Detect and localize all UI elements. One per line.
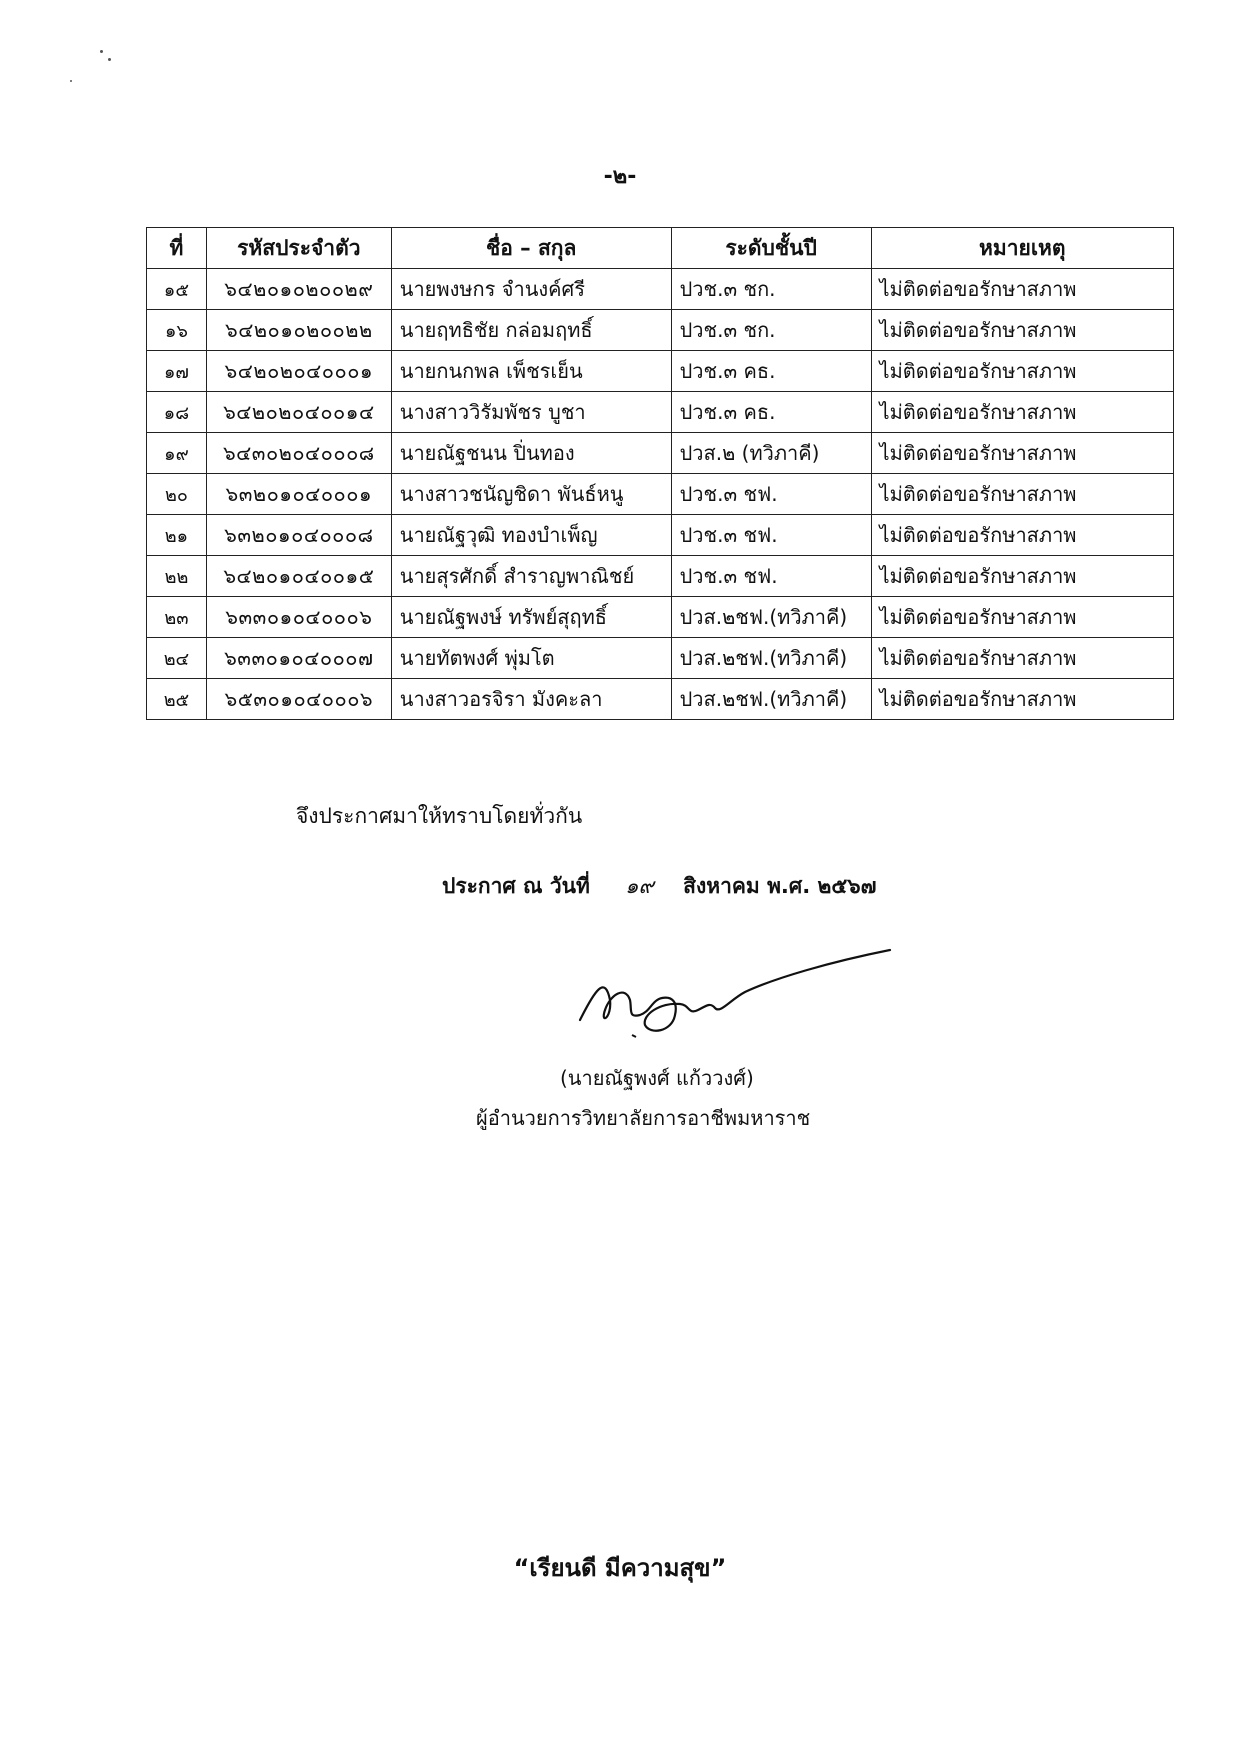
row-number: ๒๓ (147, 597, 207, 638)
page-number: -๒- (603, 164, 637, 189)
table-row (147, 679, 1174, 720)
row-number: ๒๐ (147, 474, 207, 515)
remark: ไม่ติดต่อขอรักษาสภาพ (871, 597, 1173, 638)
header-full-name: ชื่อ – สกุล (391, 228, 671, 269)
student-id: ๖๔๒๐๑๐๒๐๐๒๒ (206, 310, 391, 351)
signer-title: ผู้อำนวยการวิทยาลัยการอาชีพมหาราช (476, 1106, 811, 1130)
student-id: ๖๓๓๐๑๐๔๐๐๐๗ (206, 638, 391, 679)
student-id: ๖๓๒๐๑๐๔๐๐๐๘ (206, 515, 391, 556)
header-number: ที่ (147, 228, 207, 269)
remark: ไม่ติดต่อขอรักษาสภาพ (871, 269, 1173, 310)
row-number: ๑๗ (147, 351, 207, 392)
class-level: ปวส.๒ (ทวิภาคี) (671, 433, 871, 474)
class-level: ปวช.๓ ชก. (671, 310, 871, 351)
scan-speck (70, 80, 72, 82)
class-level: ปวส.๒ชฟ.(ทวิภาคี) (671, 638, 871, 679)
table-row (147, 392, 1174, 433)
table-row (147, 556, 1174, 597)
row-number: ๑๖ (147, 310, 207, 351)
class-level: ปวช.๓ คธ. (671, 351, 871, 392)
table-row (147, 433, 1174, 474)
student-name: นางสาวชนัญชิดา พันธ์หนู (391, 474, 671, 515)
class-level: ปวช.๓ ชฟ. (671, 474, 871, 515)
date-prefix: ประกาศ ณ วันที่ (442, 874, 590, 898)
student-id: ๖๔๒๐๑๐๔๐๐๑๕ (206, 556, 391, 597)
student-name: นางสาวอรจิรา มังคะลา (391, 679, 671, 720)
table-row (147, 269, 1174, 310)
remark: ไม่ติดต่อขอรักษาสภาพ (871, 474, 1173, 515)
student-id: ๖๓๓๐๑๐๔๐๐๐๖ (206, 597, 391, 638)
signer-name: (นายณัฐพงศ์ แก้ววงศ์) (560, 1066, 754, 1090)
date-day-handwritten: ๑๙ (625, 874, 654, 898)
header-student-id: รหัสประจำตัว (206, 228, 391, 269)
remark: ไม่ติดต่อขอรักษาสภาพ (871, 515, 1173, 556)
student-id: ๖๓๒๐๑๐๔๐๐๐๑ (206, 474, 391, 515)
student-name: นายฤทธิชัย กล่อมฤทธิ์ (391, 310, 671, 351)
date-month-year: สิงหาคม พ.ศ. ๒๕๖๗ (683, 874, 877, 898)
scan-speck (108, 58, 111, 61)
student-id: ๖๔๒๐๒๐๔๐๐๐๑ (206, 351, 391, 392)
announcement-text: จึงประกาศมาให้ทราบโดยทั่วกัน (296, 804, 583, 828)
student-id: ๖๔๓๐๒๐๔๐๐๐๘ (206, 433, 391, 474)
table-header-row (147, 228, 1174, 269)
student-id: ๖๔๒๐๒๐๔๐๐๑๔ (206, 392, 391, 433)
remark: ไม่ติดต่อขอรักษาสภาพ (871, 351, 1173, 392)
student-name: นางสาววิรัมพัชร บูชา (391, 392, 671, 433)
student-name: นายสุรศักดิ์ สำราญพาณิชย์ (391, 556, 671, 597)
table-row (147, 515, 1174, 556)
row-number: ๑๕ (147, 269, 207, 310)
college-motto: “เรียนดี มีความสุข” (513, 1554, 727, 1582)
remark: ไม่ติดต่อขอรักษาสภาพ (871, 556, 1173, 597)
student-id: ๖๔๒๐๑๐๒๐๐๒๙ (206, 269, 391, 310)
row-number: ๒๑ (147, 515, 207, 556)
student-name: นายณัฐชนน ปิ่นทอง (391, 433, 671, 474)
student-name: นายพงษกร จำนงค์ศรี (391, 269, 671, 310)
student-name: นายณัฐพงษ์ ทรัพย์สุฤทธิ์ (391, 597, 671, 638)
table-row (147, 638, 1174, 679)
table-row (147, 597, 1174, 638)
table-row (147, 310, 1174, 351)
student-status-table (146, 227, 1174, 720)
student-name: นายกนกพล เพ็ชรเย็น (391, 351, 671, 392)
class-level: ปวส.๒ชฟ.(ทวิภาคี) (671, 597, 871, 638)
class-level: ปวช.๓ ชฟ. (671, 515, 871, 556)
class-level: ปวช.๓ ชก. (671, 269, 871, 310)
student-id: ๖๕๓๐๑๐๔๐๐๐๖ (206, 679, 391, 720)
class-level: ปวช.๓ ชฟ. (671, 556, 871, 597)
remark: ไม่ติดต่อขอรักษาสภาพ (871, 392, 1173, 433)
remark: ไม่ติดต่อขอรักษาสภาพ (871, 433, 1173, 474)
student-name: นายทัตพงศ์ พุ่มโต (391, 638, 671, 679)
row-number: ๑๘ (147, 392, 207, 433)
table-row (147, 474, 1174, 515)
table-row (147, 351, 1174, 392)
row-number: ๒๒ (147, 556, 207, 597)
remark: ไม่ติดต่อขอรักษาสภาพ (871, 638, 1173, 679)
remark: ไม่ติดต่อขอรักษาสภาพ (871, 679, 1173, 720)
row-number: ๒๔ (147, 638, 207, 679)
header-class-level: ระดับชั้นปี (671, 228, 871, 269)
class-level: ปวส.๒ชฟ.(ทวิภาคี) (671, 679, 871, 720)
student-name: นายณัฐวุฒิ ทองบำเพ็ญ (391, 515, 671, 556)
row-number: ๒๕ (147, 679, 207, 720)
class-level: ปวช.๓ คธ. (671, 392, 871, 433)
header-remark: หมายเหตุ (871, 228, 1173, 269)
scan-speck (100, 50, 103, 53)
row-number: ๑๙ (147, 433, 207, 474)
remark: ไม่ติดต่อขอรักษาสภาพ (871, 310, 1173, 351)
director-signature (570, 940, 900, 1060)
announcement-date (442, 870, 876, 903)
